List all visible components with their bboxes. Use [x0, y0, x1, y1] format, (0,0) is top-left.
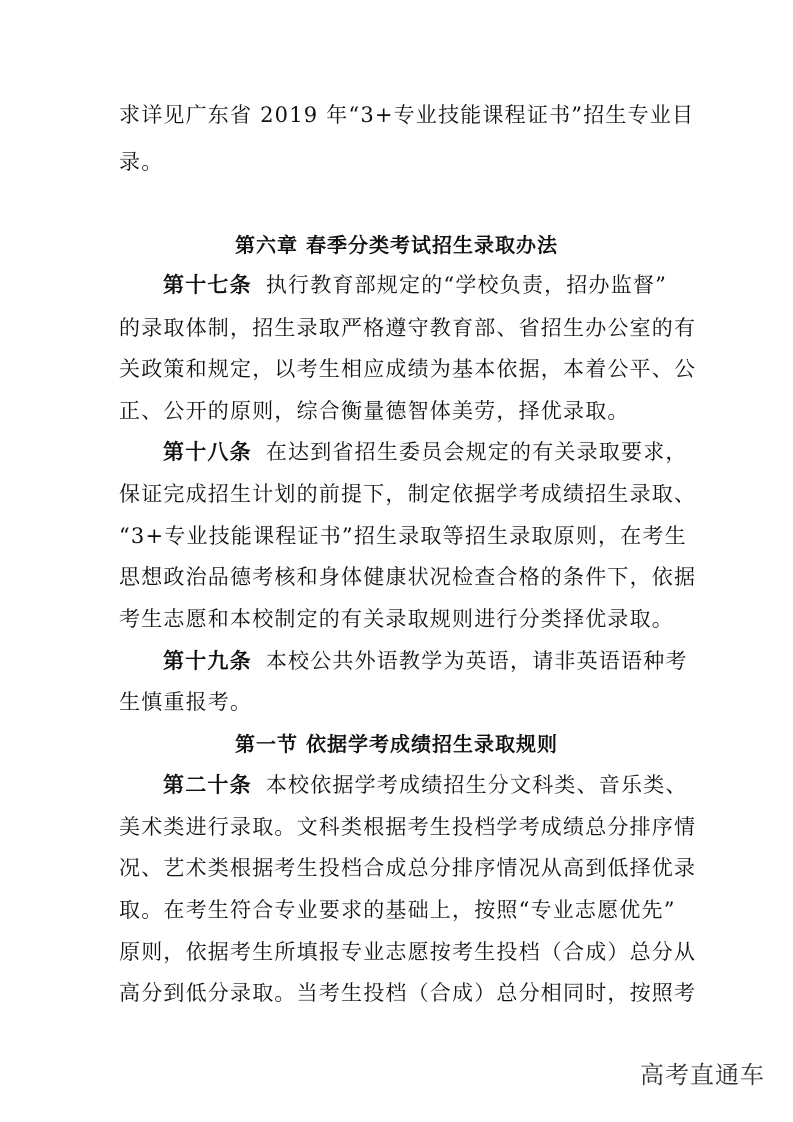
- paragraph-line: 思想政治品德考核和身体健康状况检查合格的条件下，依据: [119, 565, 697, 589]
- paragraph-line: 高分到低分录取。当考生投档（合成）总分相同时，按照考: [119, 981, 697, 1005]
- article-text: 在达到省招生委员会规定的有关录取要求，: [265, 440, 688, 464]
- article-20-first-line: [163, 771, 723, 799]
- chapter-heading: 第六章 春季分类考试招生录取办法: [235, 233, 558, 257]
- paragraph-line: 况、艺术类根据考生投档合成总分排序情况从高到低择优录: [119, 856, 697, 880]
- article-text: 执行教育部规定的“学校负责，招办监督”: [265, 273, 668, 297]
- article-19-first-line: [163, 647, 723, 675]
- paragraph-line: 录。: [119, 150, 164, 174]
- paragraph-line: 保证完成招生计划的前提下，制定依据学考成绩招生录取、: [119, 482, 697, 506]
- paragraph-line: 正、公开的原则，综合衡量德智体美劳，择优录取。: [119, 399, 630, 423]
- paragraph-line: 的录取体制，招生录取严格遵守教育部、省招生办公室的有: [119, 316, 697, 340]
- paragraph-line: 关政策和规定，以考生相应成绩为基本依据，本着公平、公: [119, 357, 697, 381]
- paragraph-line: 求详见广东省 2019 年“3+专业技能课程证书”招生专业目: [119, 103, 695, 127]
- article-label: 第二十条: [163, 773, 252, 797]
- article-18-first-line: [163, 438, 723, 466]
- section-heading: 第一节 依据学考成绩招生录取规则: [235, 732, 558, 756]
- article-17-first-line: [163, 271, 723, 299]
- article-label: 第十九条: [163, 649, 252, 673]
- article-text: 本校依据学考成绩招生分文科类、音乐类、: [265, 773, 688, 797]
- paragraph-line: 美术类进行录取。文科类根据考生投档学考成绩总分排序情: [119, 815, 697, 839]
- paragraph-line: 生慎重报考。: [119, 690, 253, 714]
- paragraph-line: 原则，依据考生所填报专业志愿按考生投档（合成）总分从: [119, 940, 697, 964]
- article-label: 第十七条: [163, 273, 252, 297]
- article-label: 第十八条: [163, 440, 252, 464]
- watermark: 高考直通车: [640, 1061, 765, 1089]
- paragraph-line: 取。在考生符合专业要求的基础上，按照“专业志愿优先”: [119, 898, 676, 922]
- paragraph-line: 考生志愿和本校制定的有关录取规则进行分类择优录取。: [119, 607, 674, 631]
- article-text: 本校公共外语教学为英语，请非英语语种考: [265, 649, 688, 673]
- paragraph-line: “3+专业技能课程证书”招生录取等招生录取原则，在考生: [119, 524, 687, 548]
